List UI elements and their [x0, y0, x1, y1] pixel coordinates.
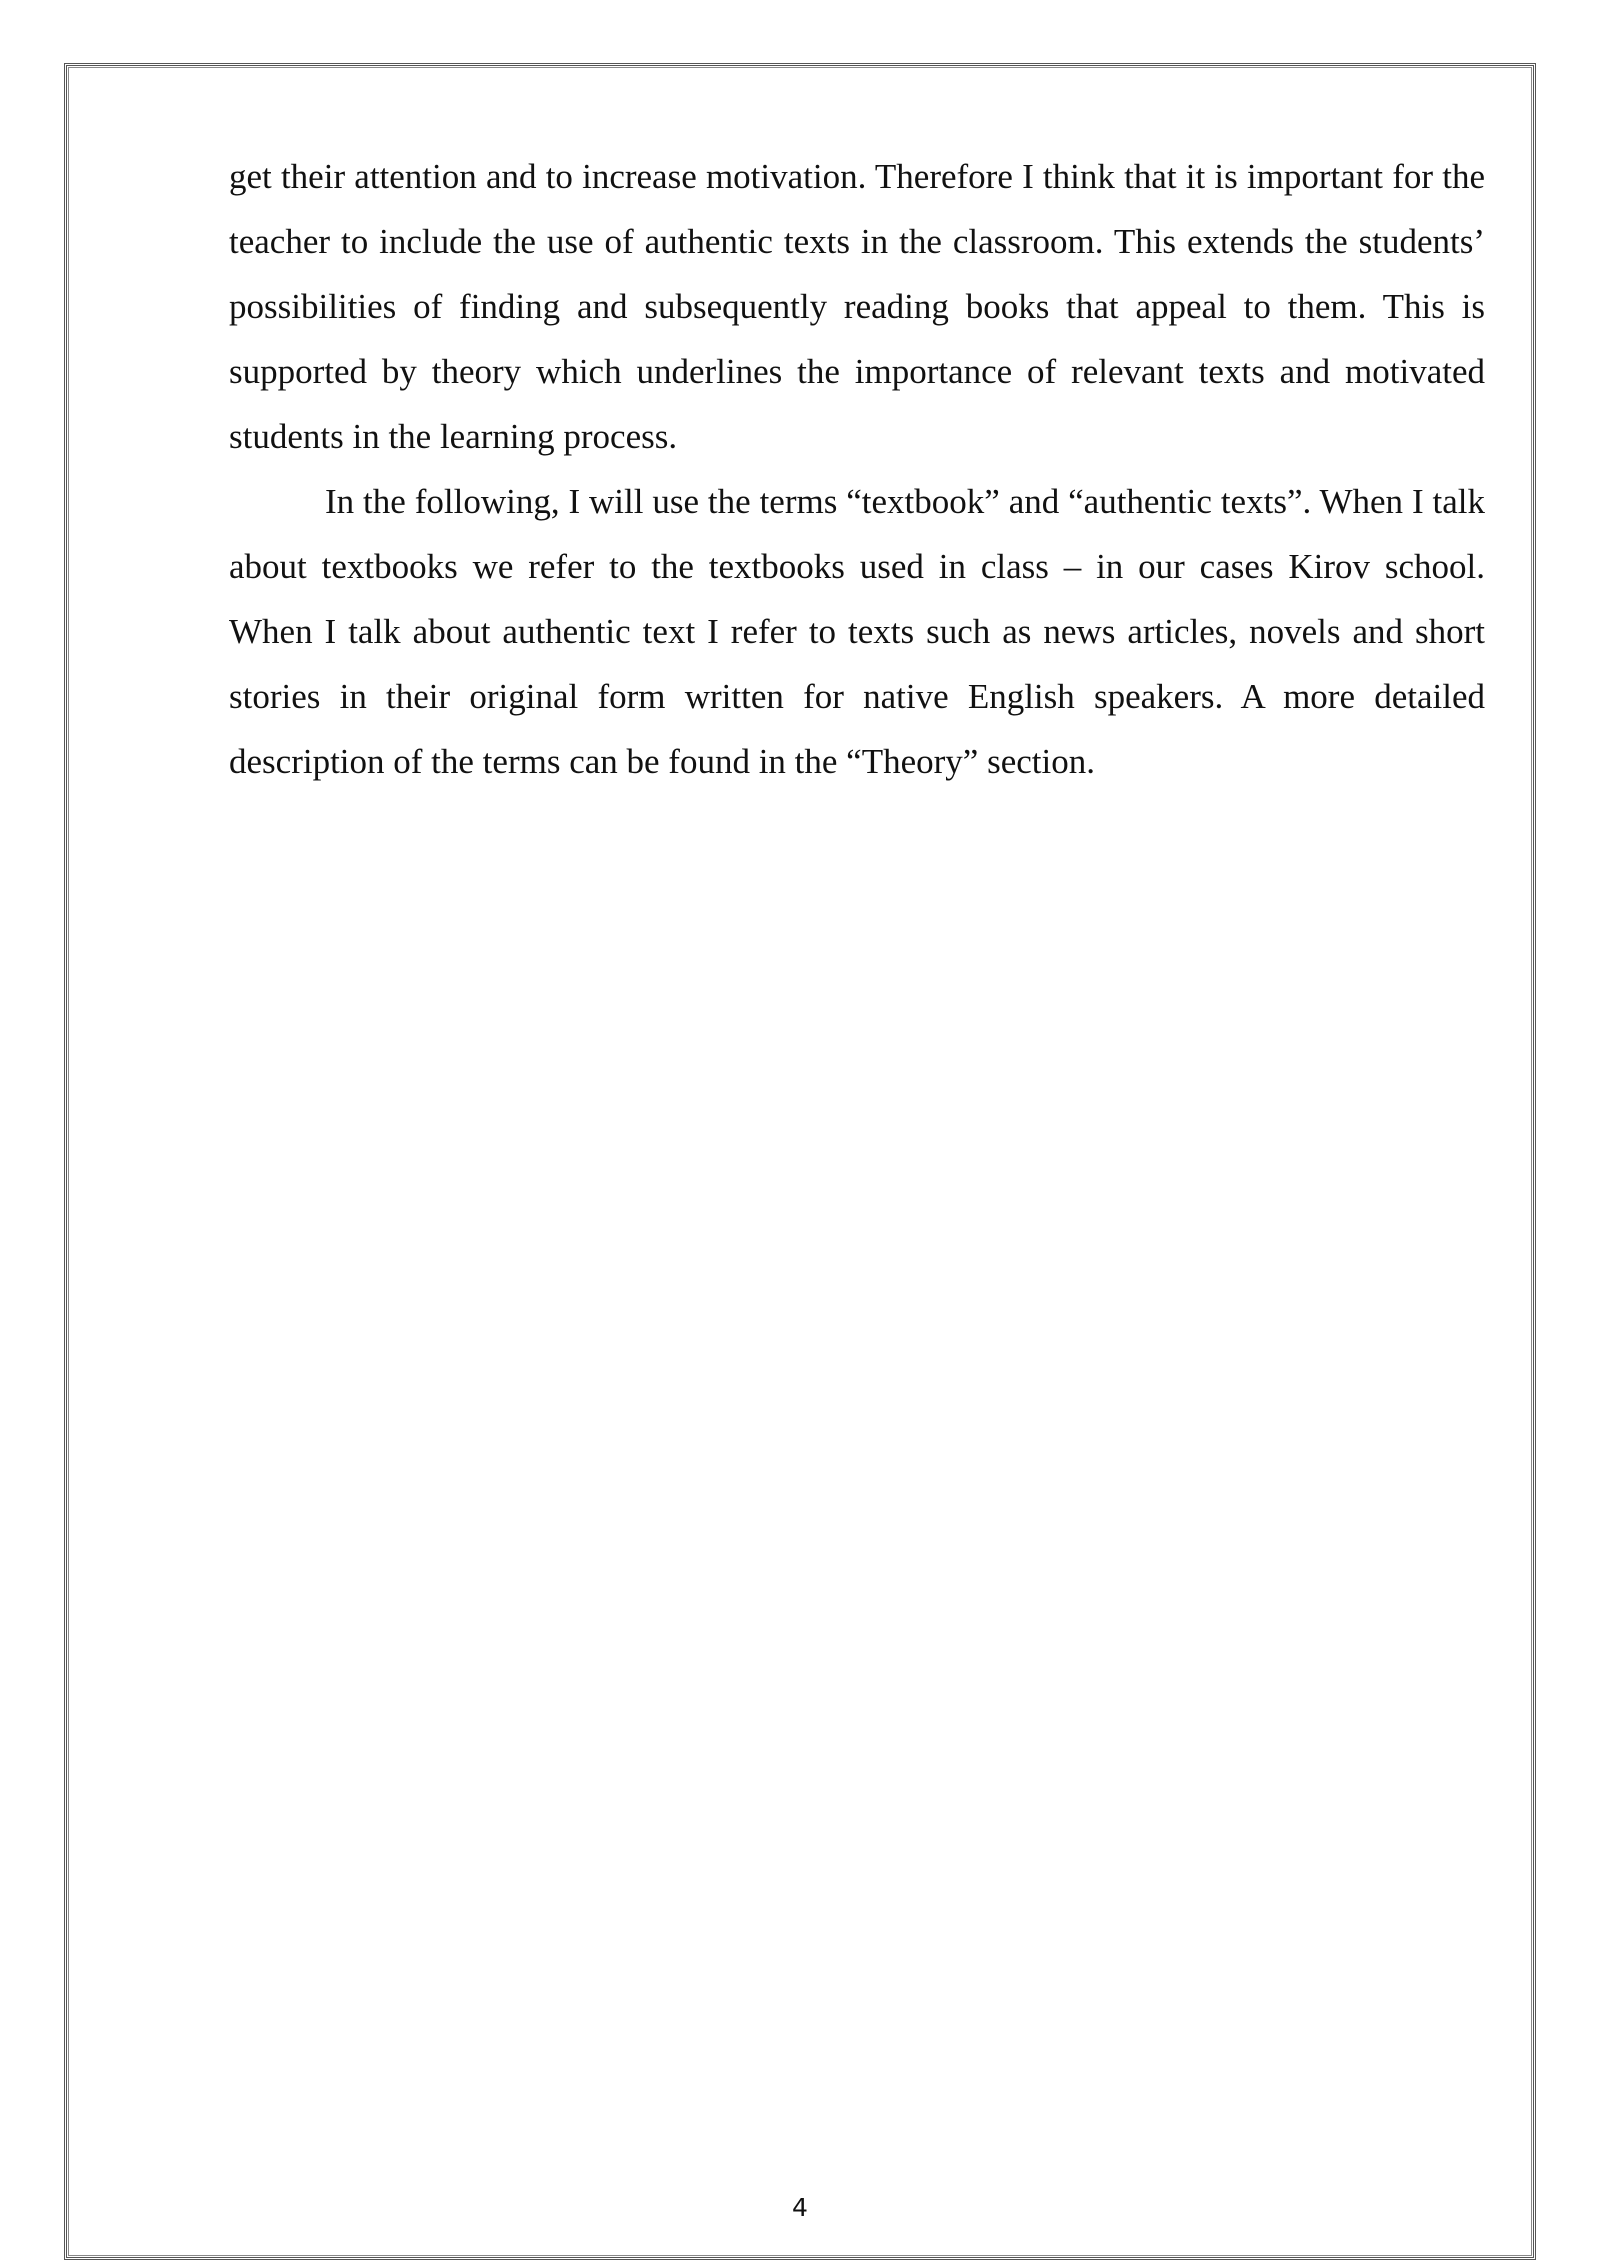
- body-text: [229, 144, 1485, 794]
- paragraph-continuation: get their attention and to increase motivation. Therefore I think that it is important for the teacher to include the use of authentic texts in the classroom. This extends the students’ possibilities of finding and subsequently reading books that appeal to them. This is supported by theory which underlines the importance of relevant texts and motivated students in the learning process.: [229, 157, 1485, 456]
- page-number: 4: [792, 2193, 808, 2222]
- paragraph-terms-definition: In the following, I will use the terms “textbook” and “authentic texts”. When I talk about textbooks we refer to the textbooks used in class – in our cases Kirov school. When I talk about authentic text I refer to texts such as news articles, novels and short stories in their original form written for native English speakers. A more detailed description of the terms can be found in the “Theory” section.: [229, 482, 1485, 781]
